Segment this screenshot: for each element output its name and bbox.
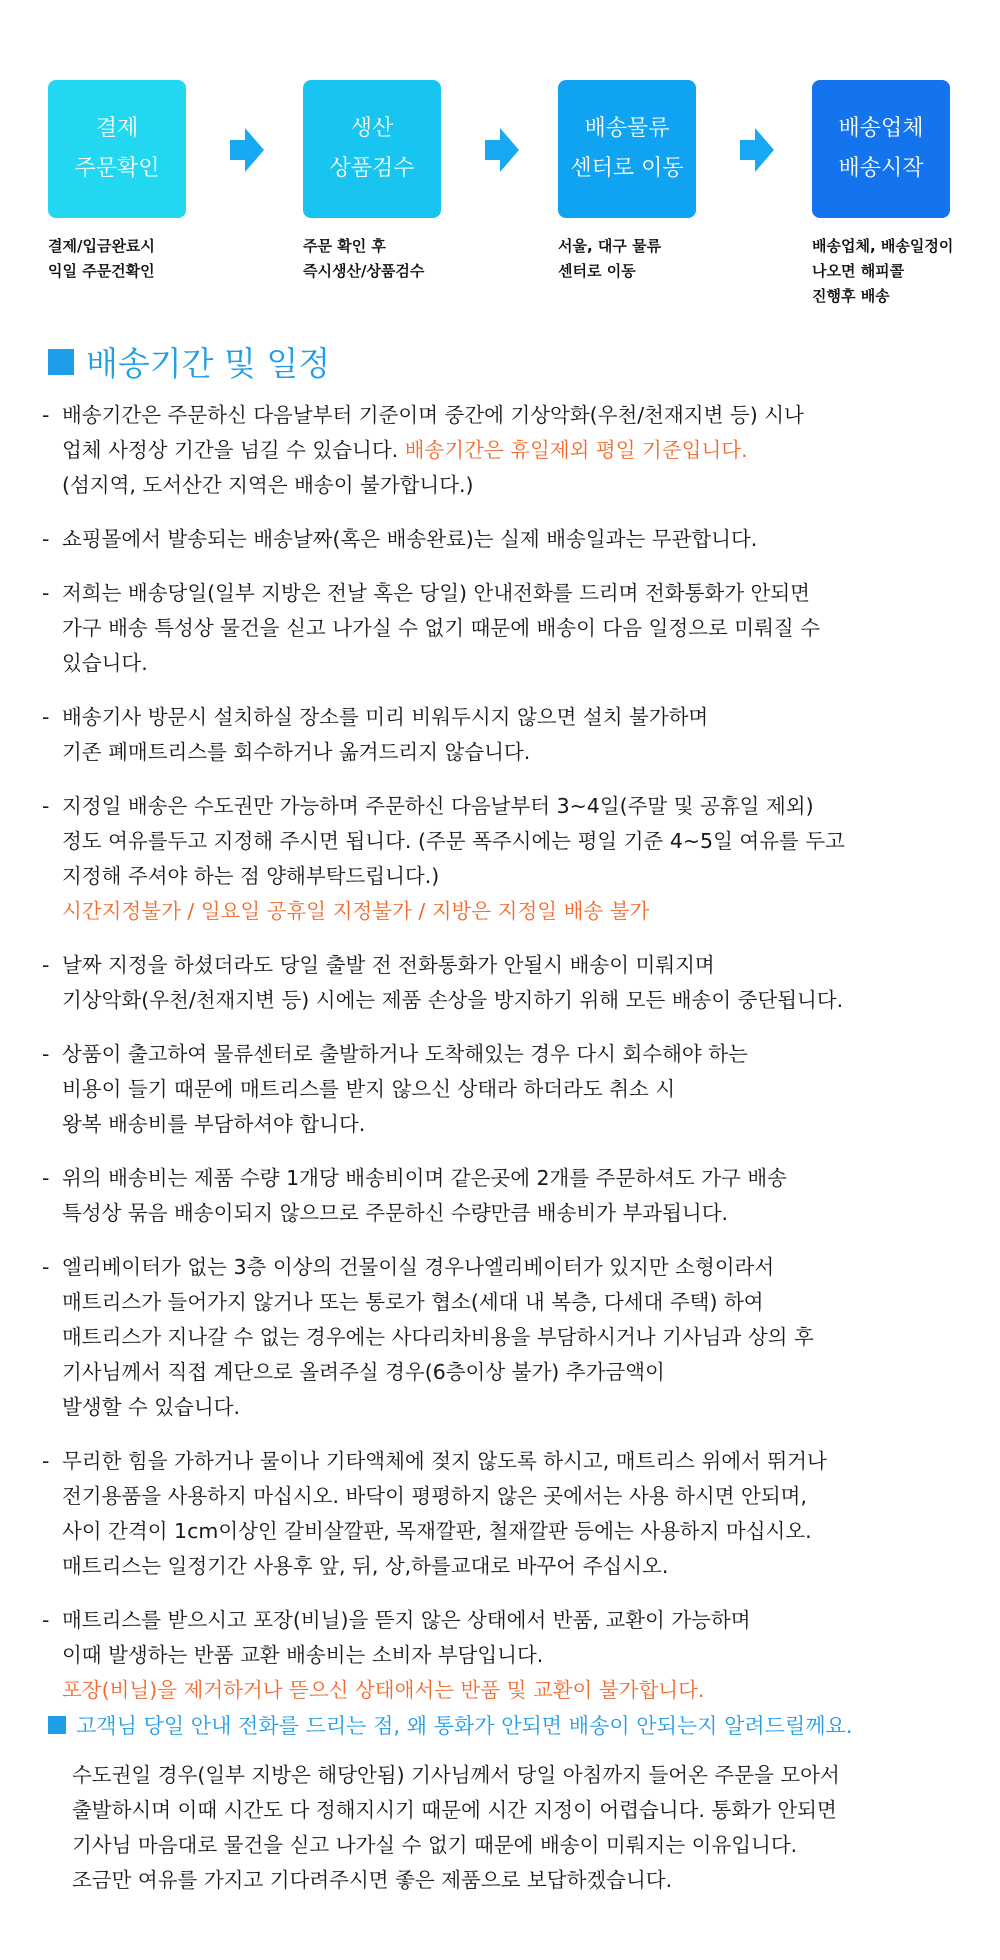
- note-highlight: 배송기간은 휴일제외 평일 기준입니다.: [404, 438, 748, 462]
- dash-bullet: -: [42, 1255, 50, 1279]
- step-desc-line: 결제/입금완료시: [48, 237, 155, 255]
- square-bullet-icon: [48, 349, 74, 375]
- note-item: [42, 576, 972, 681]
- note-line-text: 업체 사정상 기간을 넘길 수 있습니다.: [62, 438, 405, 462]
- explanation-line: 기사님 마음대로 물건을 싣고 나가실 수 없기 때문에 배송이 미뤄지는 이유입니다.: [72, 1833, 798, 1857]
- step-title-line1: 배송업체: [838, 116, 924, 141]
- note-line: 상품이 출고하여 물류센터로 출발하거나 도착해있는 경우 다시 회수해야 하는: [62, 1042, 748, 1066]
- step-desc-line: 주문 확인 후: [303, 237, 386, 255]
- dash-bullet: -: [42, 1449, 50, 1473]
- note-line: 날짜 지정을 하셨더라도 당일 출발 전 전화통화가 안될시 배송이 미뤄지며: [62, 953, 715, 977]
- note-line: 가구 배송 특성상 물건을 싣고 나가실 수 없기 때문에 배송이 다음 일정으로 미뤄질 수: [62, 616, 821, 640]
- note-item: [42, 1161, 972, 1231]
- note-line: 배송기간은 주문하신 다음날부터 기준이며 중간에 기상악화(우천/천재지변 등) 시나: [62, 403, 804, 427]
- note-line: 매트리스를 받으시고 포장(비닐)을 뜯지 않은 상태에서 반품, 교환이 가능하며: [62, 1608, 751, 1632]
- right-arrow-icon: [740, 128, 774, 172]
- note-line: [62, 433, 972, 468]
- step-desc-line: 배송업체, 배송일정이: [812, 237, 954, 255]
- note-line: 쇼핑몰에서 발송되는 배송날짜(혹은 배송완료)는 실제 배송일과는 무관합니다.: [62, 527, 758, 551]
- note-line: 비용이 들기 때문에 매트리스를 받지 않으신 상태라 하더라도 취소 시: [62, 1077, 676, 1101]
- dash-bullet: -: [42, 1042, 50, 1066]
- dash-bullet: -: [42, 1166, 50, 1190]
- note-line: 기사님께서 직접 계단으로 올려주실 경우(6층이상 불가) 추가금액이: [62, 1360, 665, 1384]
- step-box: [558, 80, 696, 218]
- note-line: 기상악화(우천/천재지변 등) 시에는 제품 손상을 방지하기 위해 모든 배송이 중단됩니다.: [62, 988, 844, 1012]
- note-line: 매트리스가 지나갈 수 없는 경우에는 사다리차비용을 부담하시거나 기사님과 상의 후: [62, 1325, 814, 1349]
- note-line: 있습니다.: [62, 651, 148, 675]
- step-desc-line: 즉시생산/상품검수: [303, 262, 425, 280]
- process-step-production: [303, 80, 503, 284]
- step-title-line2: 주문확인: [74, 156, 160, 181]
- sub-section-title: [48, 1710, 853, 1740]
- dash-bullet: -: [42, 794, 50, 818]
- section-title: [48, 338, 330, 385]
- dash-bullet: -: [42, 1608, 50, 1632]
- delivery-notes-list: [42, 398, 972, 1727]
- step-title-line2: 상품검수: [329, 156, 415, 181]
- square-bullet-icon: [48, 1716, 66, 1734]
- explanation-line: 출발하시며 이때 시간도 다 정해지시기 때문에 시간 지정이 어렵습니다. 통화가 안되면: [72, 1798, 837, 1822]
- step-box: [48, 80, 186, 218]
- explanation-line: 조금만 여유를 가지고 기다려주시면 좋은 제품으로 보답하겠습니다.: [72, 1868, 673, 1892]
- note-line: 배송기사 방문시 설치하실 장소를 미리 비워두시지 않으면 설치 불가하며: [62, 705, 709, 729]
- note-line: 지정일 배송은 수도권만 가능하며 주문하신 다음날부터 3~4일(주말 및 공휴일 제외): [62, 794, 814, 818]
- process-step-shipping: [812, 80, 1000, 309]
- note-line: 매트리스가 들어가지 않거나 또는 통로가 협소(세대 내 복층, 다세대 주택) 하여: [62, 1290, 764, 1314]
- note-item: [42, 1037, 972, 1142]
- dash-bullet: -: [42, 705, 50, 729]
- note-item: [42, 948, 972, 1018]
- note-line: 엘리베이터가 없는 3층 이상의 건물이실 경우나엘리베이터가 있지만 소형이라서: [62, 1255, 775, 1279]
- note-item: [42, 1444, 972, 1584]
- explanation-line: 수도권일 경우(일부 지방은 해당안됨) 기사님께서 당일 아침까지 들어온 주문을 모아서: [72, 1763, 840, 1787]
- step-description: [812, 234, 1000, 309]
- note-warning-line: 시간지정불가 / 일요일 공휴일 지정불가 / 지방은 지정일 배송 불가: [62, 899, 650, 923]
- note-line: 정도 여유를두고 지정해 주시면 됩니다. (주문 폭주시에는 평일 기준 4~5일 여유를 두고: [62, 829, 845, 853]
- note-line: 특성상 묶음 배송이되지 않으므로 주문하신 수량만큼 배송비가 부과됩니다.: [62, 1201, 729, 1225]
- right-arrow-icon: [485, 128, 519, 172]
- step-desc-line: 나오면 해피콜: [812, 262, 905, 280]
- note-item: [42, 1603, 972, 1708]
- note-line: 왕복 배송비를 부담하셔야 합니다.: [62, 1112, 366, 1136]
- dash-bullet: -: [42, 953, 50, 977]
- note-line: 저희는 배송당일(일부 지방은 전날 혹은 당일) 안내전화를 드리며 전화통화가 안되면: [62, 581, 810, 605]
- step-description: [558, 234, 758, 284]
- note-line: 지정해 주셔야 하는 점 양해부탁드립니다.): [62, 864, 440, 888]
- section-title-text: 배송기간 및 일정: [86, 344, 331, 383]
- step-title-line2: 배송시작: [838, 156, 924, 181]
- process-step-payment: [48, 80, 248, 284]
- right-arrow-icon: [230, 128, 264, 172]
- call-explanation: [72, 1758, 840, 1898]
- step-box: [812, 80, 950, 218]
- process-step-logistics: [558, 80, 758, 284]
- step-description: [48, 234, 248, 284]
- note-warning-line: 포장(비닐)을 제거하거나 뜯으신 상태애서는 반품 및 교환이 불가합니다.: [62, 1678, 705, 1702]
- note-line: 매트리스는 일정기간 사용후 앞, 뒤, 상,하를교대로 바꾸어 주십시오.: [62, 1554, 669, 1578]
- dash-bullet: -: [42, 527, 50, 551]
- dash-bullet: -: [42, 581, 50, 605]
- step-desc-line: 서울, 대구 물류: [558, 237, 662, 255]
- note-line: 사이 간격이 1cm이상인 갈비살깔판, 목재깔판, 철재깔판 등에는 사용하지 마십시오.: [62, 1519, 812, 1543]
- delivery-process-flow: [48, 80, 953, 310]
- step-desc-line: 센터로 이동: [558, 262, 636, 280]
- note-line: (섬지역, 도서산간 지역은 배송이 불가합니다.): [62, 473, 474, 497]
- note-item: [42, 398, 972, 503]
- note-line: 발생할 수 있습니다.: [62, 1395, 240, 1419]
- step-desc-line: 익일 주문건확인: [48, 262, 155, 280]
- note-item: [42, 1250, 972, 1425]
- step-desc-line: 진행후 배송: [812, 287, 890, 305]
- note-line: 위의 배송비는 제품 수량 1개당 배송비이며 같은곳에 2개를 주문하셔도 가구 배송: [62, 1166, 787, 1190]
- sub-section-title-text: 고객님 당일 안내 전화를 드리는 점, 왜 통화가 안되면 배송이 안되는지 알려드릴께요.: [76, 1714, 853, 1738]
- note-line: 이때 발생하는 반품 교환 배송비는 소비자 부담입니다.: [62, 1643, 544, 1667]
- step-box: [303, 80, 441, 218]
- note-item: [42, 789, 972, 929]
- note-item: [42, 700, 972, 770]
- step-description: [303, 234, 503, 284]
- note-item: [42, 522, 972, 557]
- note-line: 기존 폐매트리스를 회수하거나 옮겨드리지 않습니다.: [62, 740, 531, 764]
- step-title-line1: 결제: [95, 116, 139, 141]
- step-title-line1: 배송물류: [584, 116, 670, 141]
- dash-bullet: -: [42, 403, 50, 427]
- step-title-line2: 센터로 이동: [570, 156, 684, 181]
- note-line: 무리한 힘을 가하거나 물이나 기타액체에 젖지 않도록 하시고, 매트리스 위에서 뛰거나: [62, 1449, 827, 1473]
- note-line: 전기용품을 사용하지 마십시오. 바닥이 평평하지 않은 곳에서는 사용 하시면 안되며,: [62, 1484, 807, 1508]
- step-title-line1: 생산: [350, 116, 394, 141]
